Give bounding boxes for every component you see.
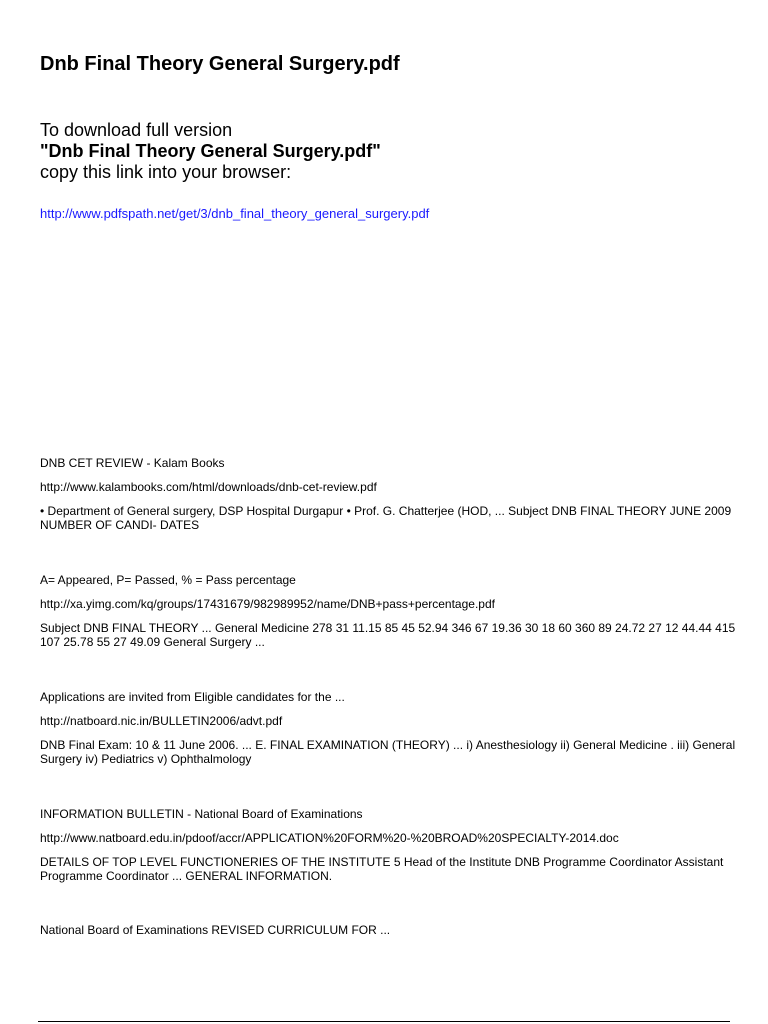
download-intro <box>40 120 381 183</box>
download-link[interactable]: http://www.pdfspath.net/get/3/dnb_final_theory_general_surgery.pdf <box>40 206 430 221</box>
entry-title: INFORMATION BULLETIN - National Board of Examinations <box>40 807 363 821</box>
entry-snippet: DNB Final Exam: 10 & 11 June 2006. ... E. FINAL EXAMINATION (THEORY) ... i) Anesthesiology ii) General Medicine . iii) General Surgery iv) Pediatrics v) Ophthalmology <box>40 738 736 766</box>
intro-line-1: To download full version <box>40 120 233 140</box>
entry-title: DNB CET REVIEW - Kalam Books <box>40 456 225 470</box>
intro-line-2: "Dnb Final Theory General Surgery.pdf" <box>40 141 381 161</box>
entry-url: http://natboard.nic.in/BULLETIN2006/advt.pdf <box>40 714 283 728</box>
document-title: Dnb Final Theory General Surgery.pdf <box>40 53 400 75</box>
result-entry-2 <box>40 573 740 649</box>
entry-snippet: Subject DNB FINAL THEORY ... General Medicine 278 31 11.15 85 45 52.94 346 67 19.36 30 18 60 360 89 24.72 27 12 44.44 415 107 25.78 55 27 49.09 General Surgery ... <box>40 621 736 649</box>
footer-divider <box>38 1021 730 1022</box>
result-entry-5 <box>40 923 740 937</box>
result-entry-4 <box>40 807 740 883</box>
entry-url: http://www.kalambooks.com/html/downloads/dnb-cet-review.pdf <box>40 480 377 494</box>
intro-line-3: copy this link into your browser: <box>40 162 292 182</box>
entry-title: A= Appeared, P= Passed, % = Pass percentage <box>40 573 296 587</box>
result-entry-1 <box>40 456 740 532</box>
entry-title: National Board of Examinations REVISED CURRICULUM FOR ... <box>40 923 391 937</box>
entry-snippet: DETAILS OF TOP LEVEL FUNCTIONERIES OF THE INSTITUTE 5 Head of the Institute DNB Programme Coordinator Assistant Programme Coordinator ... GENERAL INFORMATION. <box>40 855 724 883</box>
entry-url: http://xa.yimg.com/kq/groups/17431679/982989952/name/DNB+pass+percentage.pdf <box>40 597 495 611</box>
result-entry-3 <box>40 690 740 766</box>
entry-url: http://www.natboard.edu.in/pdoof/accr/APPLICATION%20FORM%20-%20BROAD%20SPECIALTY-2014.doc <box>40 831 619 845</box>
entry-snippet: • Department of General surgery, DSP Hospital Durgapur • Prof. G. Chatterjee (HOD, ... Subject DNB FINAL THEORY JUNE 2009 NUMBER OF CANDI- DATES <box>40 504 732 532</box>
entry-title: Applications are invited from Eligible candidates for the ... <box>40 690 345 704</box>
